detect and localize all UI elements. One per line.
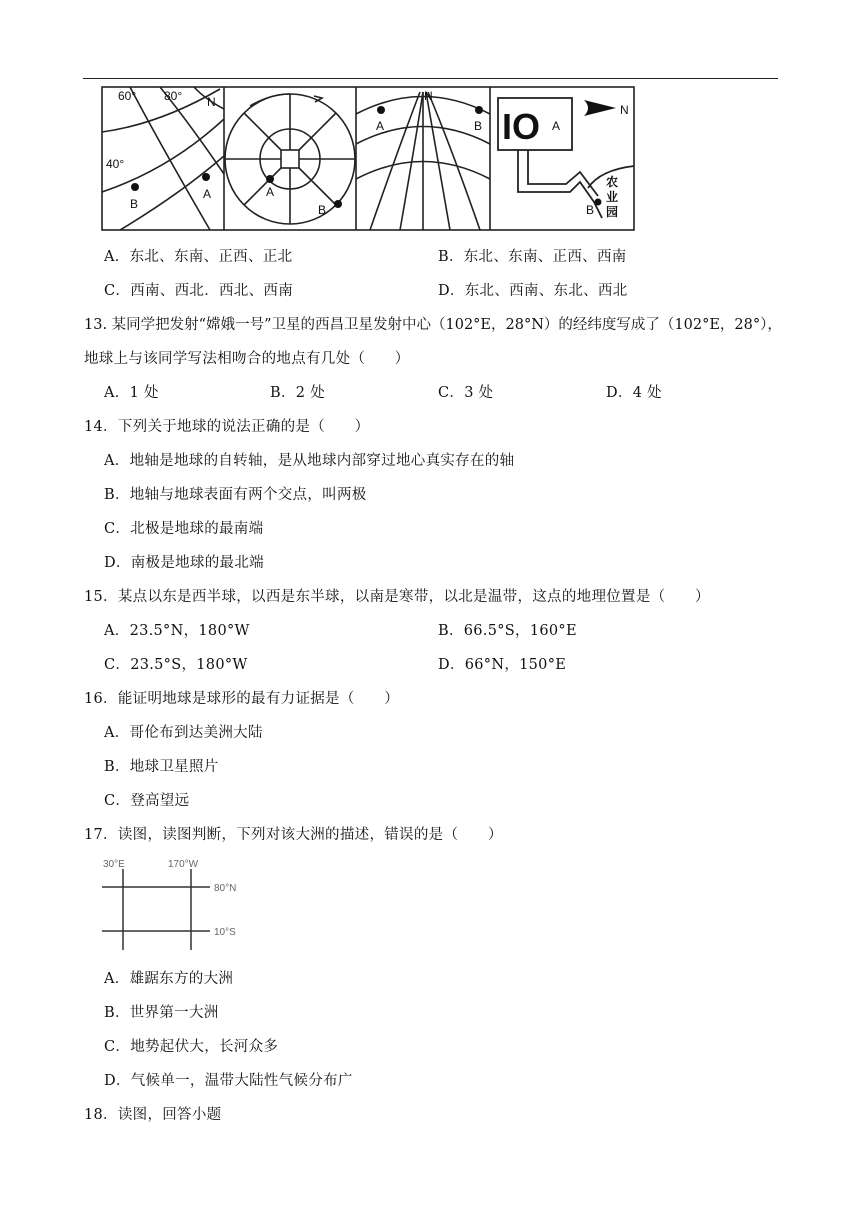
q12-p2-point-a: [266, 175, 274, 183]
q12-p3-point-b: [475, 106, 483, 114]
q12-p3-b: B: [474, 119, 483, 133]
q12-option-d[interactable]: D．东北、西南、东北、西北: [438, 283, 628, 299]
q13-stem-line2: 地球上与该同学写法相吻合的地点有几处（ ）: [84, 351, 410, 367]
q12-panel1-labels: [106, 89, 216, 211]
q12-p1-point-a: [202, 173, 210, 181]
q18-stem: 18．读图，回答小题: [84, 1107, 222, 1123]
q14-stem: 14．下列关于地球的说法正确的是（ ）: [84, 419, 370, 435]
q12-p1-a: A: [203, 187, 212, 201]
q17-lon-left: 30°E: [103, 859, 125, 870]
q12-p4-io: IO: [502, 106, 541, 147]
q12-p1-lat40: 40°: [106, 157, 125, 171]
q15-option-a[interactable]: A．23.5°N，180°W: [104, 623, 250, 639]
q13-option-b[interactable]: B．2 处: [270, 385, 325, 401]
q12-option-a[interactable]: A．东北、东南、正西、正北: [104, 249, 293, 265]
q12-p1-n: N: [207, 95, 216, 109]
q12-p4-farm-3: 园: [606, 205, 619, 219]
q12-p4-a: A: [552, 119, 561, 133]
q17-lat-top: 80°N: [214, 883, 237, 894]
q12-p3-point-a: [377, 106, 385, 114]
q17-option-a[interactable]: A．雄踞东方的大洲: [104, 971, 234, 987]
q14-option-c[interactable]: C．北极是地球的最南端: [104, 521, 264, 537]
q12-p2-b: B: [318, 203, 327, 217]
q13-option-c[interactable]: C．3 处: [438, 385, 494, 401]
q12-figure: [100, 84, 640, 234]
q12-p1-point-b: [131, 183, 139, 191]
q16-option-a[interactable]: A．哥伦布到达美洲大陆: [104, 725, 263, 741]
q12-p4-point-b: [595, 199, 602, 206]
q12-p1-b: B: [130, 197, 139, 211]
header-rule: [83, 78, 778, 79]
q15-option-c[interactable]: C．23.5°S，180°W: [104, 657, 248, 673]
q12-p2-a: A: [266, 185, 275, 199]
q17-stem: 17．读图，读图判断，下列对该大洲的描述，错误的是（ ）: [84, 827, 503, 843]
q12-p3-n: N: [424, 89, 433, 103]
q12-option-b[interactable]: B．东北、东南、正西、西南: [438, 249, 627, 265]
q12-option-c[interactable]: C．西南、西北．西北、西南: [104, 283, 293, 299]
q12-p4-n: N: [620, 103, 629, 117]
q12-p3-a: A: [376, 119, 385, 133]
q13-option-a[interactable]: A．1 处: [104, 385, 159, 401]
q15-stem: 15．某点以东是西半球，以西是东半球，以南是寒带，以北是温带，这点的地理位置是（ ）: [84, 589, 710, 605]
q16-stem: 16．能证明地球是球形的最有力证据是（ ）: [84, 691, 400, 707]
q17-lat-bottom: 10°S: [214, 927, 236, 938]
q17-option-d[interactable]: D．气候单一，温带大陆性气候分布广: [104, 1073, 353, 1089]
q14-option-a[interactable]: A．地轴是地球的自转轴，是从地球内部穿过地心真实存在的轴: [104, 453, 515, 469]
q16-option-b[interactable]: B．地球卫星照片: [104, 759, 219, 775]
q14-option-b[interactable]: B．地轴与地球表面有两个交点，叫两极: [104, 487, 367, 503]
q12-p1-lat60: 60°: [118, 89, 137, 103]
q12-p1-lat80: 80°: [164, 89, 183, 103]
q13-stem-line1: 13. 某同学把发射“嫦娥一号”卫星的西昌卫星发射中心（102°E，28°N）的经纬度写成了（102°E，28°），: [84, 317, 782, 333]
q12-p2-point-b: [334, 200, 342, 208]
q15-option-b[interactable]: B．66.5°S，160°E: [438, 623, 577, 639]
q15-option-d[interactable]: D．66°N，150°E: [438, 657, 567, 673]
q14-option-d[interactable]: D．南极是地球的最北端: [104, 555, 264, 571]
q17-figure: [100, 855, 270, 955]
north-arrow-icon: [584, 100, 616, 116]
q17-option-b[interactable]: B．世界第一大洲: [104, 1005, 219, 1021]
q17-lon-right: 170°W: [168, 859, 199, 870]
q12-p4-b: B: [586, 203, 595, 217]
q12-panel3: [356, 92, 490, 230]
q12-p4-farm-1: 农: [606, 175, 619, 189]
q16-option-c[interactable]: C．登高望远: [104, 793, 190, 809]
q17-option-c[interactable]: C．地势起伏大，长河众多: [104, 1039, 279, 1055]
q13-option-d[interactable]: D．4 处: [606, 385, 662, 401]
q12-p4-farm-2: 业: [606, 190, 619, 204]
